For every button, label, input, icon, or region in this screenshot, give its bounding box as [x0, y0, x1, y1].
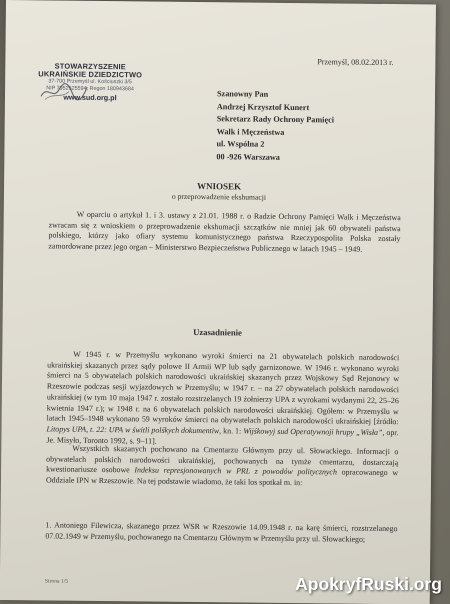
page-number: Strona 1/5 — [44, 578, 69, 585]
text-run: W 1945 r. w Przemyślu wykonano wyroki śmierci na 21 obywatelach polskich narodowości ukraińskiej skazanych przez sądy polowe II Armii WP lub sądy garnizonowe. W 1946 r. wykonano wyroki śmierci na 5 obywatelach polskich narodowości ukraińskiej skazanych przez Wojskowy Sąd Rejonowy w Rzeszowie podczas sesji wyjazdowych w Przemyślu; w 1947 r. – na 27 obywatelach polskich narodowości ukraińskiej (w tym 10 maja 1947 r. zostało rozstrzelanych 19 żołnierzy UPA z wyrokami wydanymi 22, 25–26 kwietnia 1947 r.); w 1948 r. na 6 obywatelach polskich narodowości ukraińskiej. Ogółem: w Przemyślu w latach 1945–1948 wykonano 59 wyroków śmierci na obywatelach polskich narodowości ukraińskiej [źródło: — [46, 349, 400, 427]
recipient-line: ul. Wspólna 2 — [216, 139, 265, 150]
stamp-line-5: www.sud.org.pl — [63, 92, 117, 103]
recipient-line: Walk i Męczeństwa — [216, 126, 285, 137]
title-main: WNIOSEK — [196, 181, 242, 192]
stamp-line-4: NIP 7952525594, Regon 180943684 — [46, 85, 134, 93]
title-subtitle: o przeprowadzenie ekshumacji — [171, 191, 267, 202]
index-title: Indeksu represjonowanych w PRL z powodów politycznych — [134, 465, 337, 477]
text-run: Wszystkich skazanych pochowano na Cmentarzu Głównym przy ul. Słowackiego. Informacji o obywatelach polskich narodowości ukraińskiej, pochowanych na tymże cmentarzu, dostarczają kwestionariusze osobowe — [46, 443, 399, 475]
recipient-line: Sekretarz Rady Ochrony Pamięci — [216, 114, 335, 125]
stamp-line-1: STOWARZYSZENIE — [54, 61, 126, 72]
intro-paragraph: W oparciu o artykuł 1. i 3. ustawy z 21.01. 1988 r. o Radzie Ochrony Pamięci Walk i Męczeństwa zwracam się z wnioskiem o przeprowadzenie ekshumacji szczątków nie mniej jak 60 obywateli państwa polskiego, którzy jako ofiary systemu komunistycznego państwa Rzeczypospolita Polska zostały zamordowane przez jego organ – Ministerstwo Bezpieczeństwa Publicznego w latach 1945 – 1949. — [48, 209, 401, 254]
source-subtitle: Wijśkowyj sud Operatywnoji hrupy „Wisła” — [243, 426, 383, 437]
recipient-line: Szanowny Pan — [216, 89, 269, 99]
site-watermark: ApokryfRuski.org — [295, 574, 442, 594]
justification-paragraph-2 — [46, 443, 398, 489]
text-run: , opr. Je. Misyło, Toronto 1992, s. 9–11]. — [46, 427, 399, 446]
text-run: opracowanego w Oddziale IPN w Rzeszowie. Na tej podstawie wiadomo, że taki los spotkał m. in: — [45, 467, 399, 488]
signature-scribble-icon — [39, 80, 89, 103]
text-run: , kn. 1: — [219, 426, 244, 436]
justification-heading: Uzasadnienie — [193, 326, 242, 338]
justification-paragraph-1 — [46, 349, 399, 449]
recipient-line: Andrzej Krzysztof Kunert — [216, 101, 310, 112]
stamp-line-2: UKRAIŃSKIE DZIEDZICTWO — [38, 69, 143, 80]
place-and-date: Przemyśl, 08.02.2013 r. — [317, 57, 394, 68]
stamp-line-3: 37-700 Przemyśl ul. Kościuszki 3/5 — [48, 78, 132, 86]
document-title — [4, 179, 434, 205]
recipient-address — [216, 88, 334, 165]
source-title: Litopys UPA, t. 22: UPA w świtli polśkych dokumentiw — [46, 424, 220, 436]
recipient-line: 00 -926 Warszawa — [216, 152, 280, 162]
list-item: 1. Antoniego Filewicza, skazanego przez WSR w Rzeszowie 14.09.1948 r. na karę śmierci, rozstrzelanego 07.02.1949 w Przemyślu, pochowanego na Cmentarzu Głównym w Przemyślu przy ul. Słowackiego; — [45, 520, 398, 544]
